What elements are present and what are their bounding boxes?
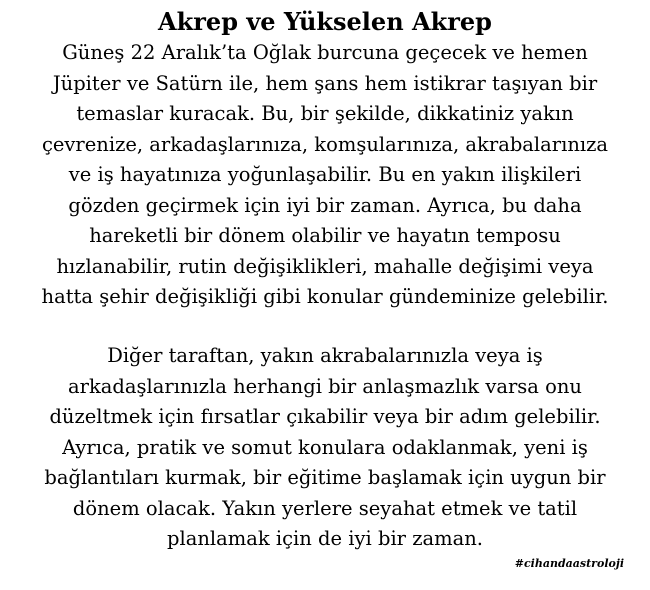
text-line: temaslar kuracak. Bu, bir şekilde, dikkatiniz yakın	[76, 102, 574, 125]
text-line: Jüpiter ve Satürn ile, hem şans hem istikrar taşıyan bir	[52, 71, 598, 95]
text-line: arkadaşlarınızla herhangi bir anlaşmazlık varsa onu	[68, 374, 582, 398]
text-line: gözden geçirmek için iyi bir zaman. Ayrıca, bu daha	[68, 193, 582, 217]
text-line: Ayrıca, pratik ve somut konulara odaklanmak, yeni iş	[62, 435, 588, 459]
text-line: çevrenize, arkadaşlarınıza, komşularınıza, akrabalarınıza	[41, 132, 609, 156]
paragraph-1	[0, 38, 650, 313]
page-title: Akrep ve Yükselen Akrep	[158, 7, 492, 36]
text-line: hızlanabilir, rutin değişiklikleri, mahalle değişimi veya	[56, 254, 594, 278]
text-line: planlamak için de iyi bir zaman.	[167, 527, 483, 550]
hashtag-signature: #cihandaastroloji	[514, 557, 624, 570]
text-line: hatta şehir değişikliği gibi konular gündeminize gelebilir.	[41, 285, 609, 308]
text-line: ve iş hayatınıza yoğunlaşabilir. Bu en yakın ilişkileri	[68, 163, 582, 186]
text-line: Güneş 22 Aralık’ta Oğlak burcuna geçecek ve hemen	[62, 41, 588, 64]
text-line: hareketli bir dönem olabilir ve hayatın temposu	[89, 224, 561, 247]
text-line: Diğer taraftan, yakın akrabalarınızla veya iş	[107, 344, 543, 367]
text-line: dönem olacak. Yakın yerlere seyahat etmek ve tatil	[72, 496, 578, 520]
paragraph-2	[0, 341, 650, 555]
text-line: bağlantıları kurmak, bir eğitime başlamak için uygun bir	[44, 466, 606, 489]
text-line: düzeltmek için fırsatlar çıkabilir veya bir adım gelebilir.	[49, 405, 601, 428]
